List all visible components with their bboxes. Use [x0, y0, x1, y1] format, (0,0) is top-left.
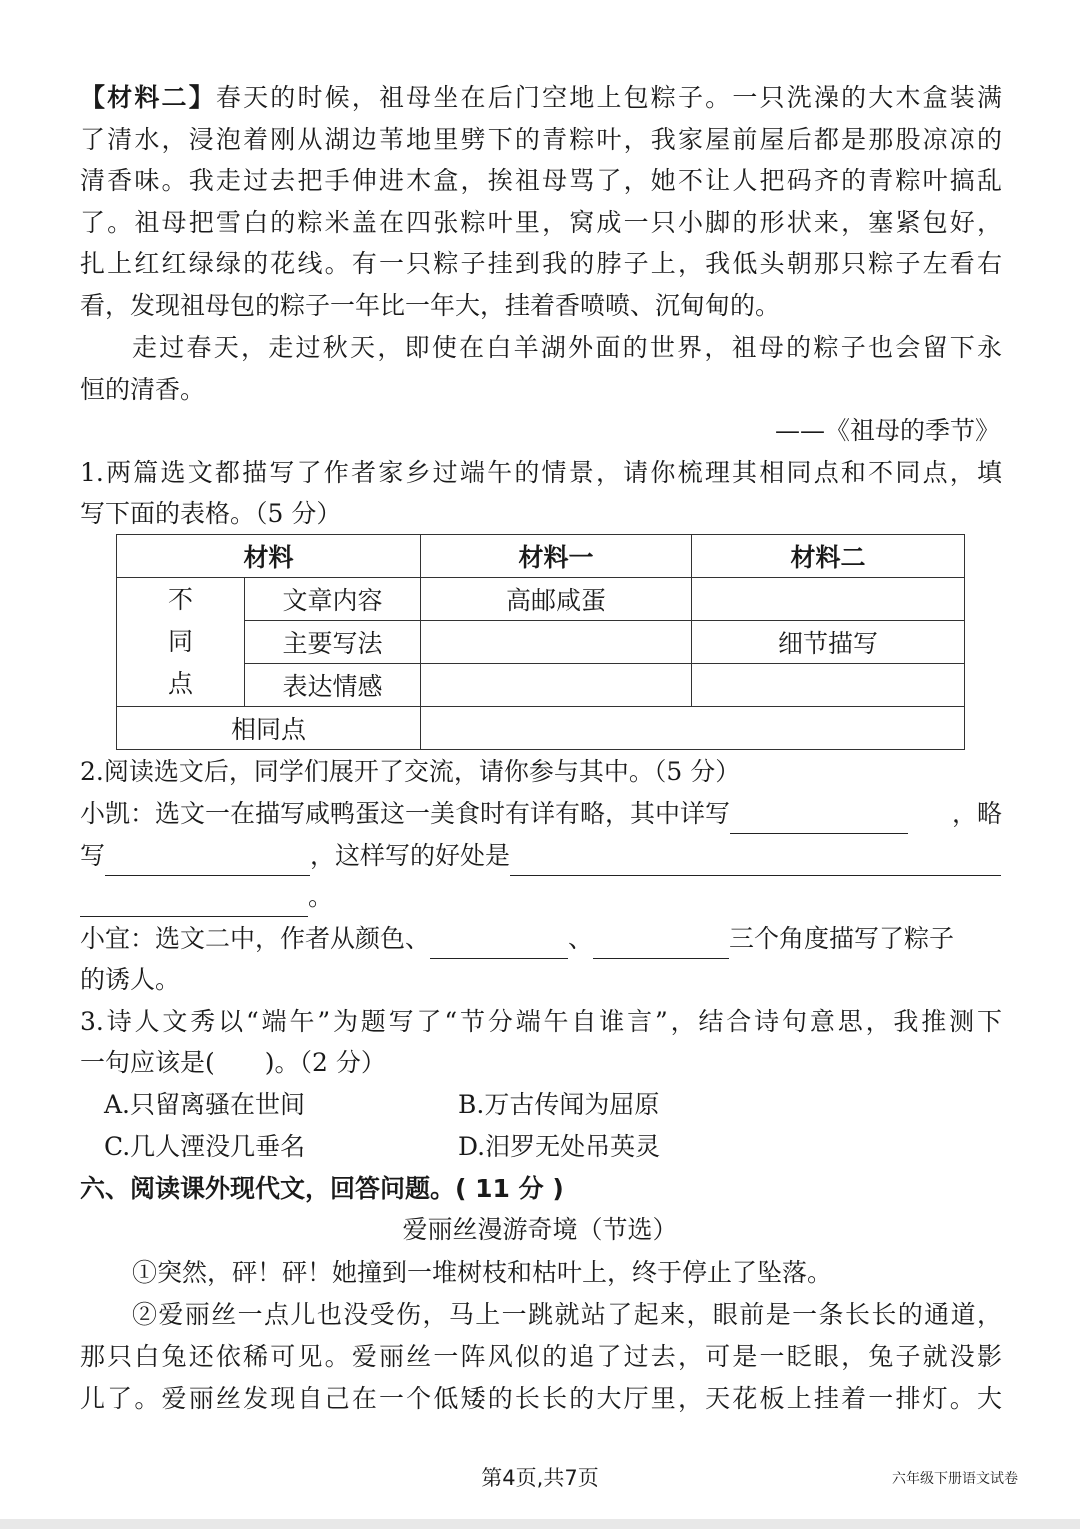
bottom-strip — [0, 1519, 1080, 1529]
section6-para-2-line-3: 儿了。爱丽丝发现自己在一个低矮的长长的大厅里，天花板上挂着一排灯。大 — [80, 1384, 1002, 1413]
table-row — [117, 578, 965, 621]
cell-m1-emotion[interactable] — [421, 664, 692, 707]
table-header-row — [117, 535, 965, 578]
q3-option-b[interactable]: B.万古传闻为屈原 — [458, 1090, 660, 1119]
answer-blank-benefit-cont[interactable] — [80, 886, 308, 917]
material2-line-2: 了清水，浸泡着刚从湖边苇地里劈下的青粽叶，我家屋前屋后都是那股凉凉的 — [80, 125, 1002, 154]
same-label: 相同点 — [117, 707, 421, 750]
q2-line-1: 2.阅读选文后，同学们展开了交流，请你参与其中。（5 分） — [80, 757, 741, 786]
material2-para2-line-2: 恒的清香。 — [80, 375, 206, 404]
q2-xiaokai-line-2: 写 ，这样写的好处是 — [80, 836, 1001, 876]
exam-title: 六年级下册语文试卷 — [892, 1471, 1018, 1487]
material2-line-5: 扎上红红绿绿的花线。有一只粽子挂到我的脖子上，我低头朝那只粽子左看右 — [80, 249, 1002, 278]
material2-line-1: 【材料二】春天的时候，祖母坐在后门空地上包粽子。一只洗澡的大木盒装满 — [80, 83, 1002, 112]
q1-line-2: 写下面的表格。（5 分） — [80, 499, 342, 528]
header-cell-material: 材料 — [117, 535, 421, 578]
answer-blank-angle-2[interactable] — [593, 928, 729, 959]
material2-para2-line-1: 走过春天，走过秋天，即使在白羊湖外面的世界，祖母的粽子也会留下永 — [132, 333, 1002, 362]
cell-same[interactable] — [421, 707, 965, 750]
section6-title: 爱丽丝漫游奇境（节选） — [402, 1215, 678, 1244]
answer-blank-brief[interactable] — [105, 845, 310, 876]
cell-m2-content[interactable] — [692, 578, 965, 621]
diff-group-label: 不 同 点 — [117, 578, 245, 707]
section6-heading: 六、阅读课外现代文，回答问题。( 11 分 ) — [80, 1174, 564, 1203]
row-label: 主要写法 — [245, 621, 421, 664]
source-citation: ——《祖母的季节》 — [774, 416, 1000, 445]
section6-para-2-line-2: 那只白兔还依稀可见。爱丽丝一阵风似的追了过去，可是一眨眼，兔子就没影 — [80, 1342, 1002, 1371]
page-number: 第4页,共7页 — [481, 1466, 599, 1490]
table-row — [117, 664, 965, 707]
cell-m2-emotion[interactable] — [692, 664, 965, 707]
header-cell-m2: 材料二 — [692, 535, 965, 578]
q3-option-d[interactable]: D.汨罗无处吊英灵 — [458, 1132, 661, 1161]
cell-m1-method[interactable] — [421, 621, 692, 664]
material2-label: 【材料二】 — [80, 83, 216, 112]
section6-para-1: ①突然，砰！砰！她撞到一堆树枝和枯叶上，终于停止了坠落。 — [132, 1258, 833, 1287]
answer-blank-detail[interactable] — [730, 803, 908, 834]
q2-xiaokai-line-3: 。 — [80, 877, 333, 917]
q3-option-c[interactable]: C.几人湮没几垂名 — [104, 1132, 306, 1161]
q2-xiaoyi-line-1: 小宜：选文二中，作者从颜色、 、 三个角度描写了粽子 — [80, 919, 1002, 959]
header-cell-m1: 材料一 — [421, 535, 692, 578]
comparison-table — [116, 534, 965, 750]
q3-line-2: 一句应该是( )。（2 分） — [80, 1048, 386, 1077]
q2-xiaokai-line-1: 小凯：选文一在描写咸鸭蛋这一美食时有详有略，其中详写 ，略 — [80, 794, 1002, 834]
q1-line-1: 1.两篇选文都描写了作者家乡过端午的情景，请你梳理其相同点和不同点，填 — [80, 458, 1002, 487]
row-label: 文章内容 — [245, 578, 421, 621]
section6-para-2-line-1: ②爱丽丝一点儿也没受伤，马上一跳就站了起来，眼前是一条长长的通道， — [132, 1300, 1002, 1329]
q2-xiaoyi-line-2: 的诱人。 — [80, 965, 181, 994]
q3-option-a[interactable]: A.只留离骚在世间 — [104, 1090, 306, 1119]
table-row-same — [117, 707, 965, 750]
row-label: 表达情感 — [245, 664, 421, 707]
answer-blank-benefit[interactable] — [510, 845, 1001, 876]
material2-line-3: 清香味。我走过去把手伸进木盒，挨祖母骂了，她不让人把码齐的青粽叶搞乱 — [80, 166, 1002, 195]
cell-m1-content: 高邮咸蛋 — [421, 578, 692, 621]
table-row — [117, 621, 965, 664]
cell-m2-method: 细节描写 — [692, 621, 965, 664]
answer-blank-angle-1[interactable] — [430, 928, 568, 959]
q3-line-1: 3.诗人文秀以“端午”为题写了“节分端午自谁言”，结合诗句意思，我推测下 — [80, 1007, 1002, 1036]
material2-line-4: 了。祖母把雪白的粽米盖在四张粽叶里，窝成一只小脚的形状来，塞紧包好， — [80, 208, 1002, 237]
material2-line-6: 看，发现祖母包的粽子一年比一年大，挂着香喷喷、沉甸甸的。 — [80, 291, 781, 320]
